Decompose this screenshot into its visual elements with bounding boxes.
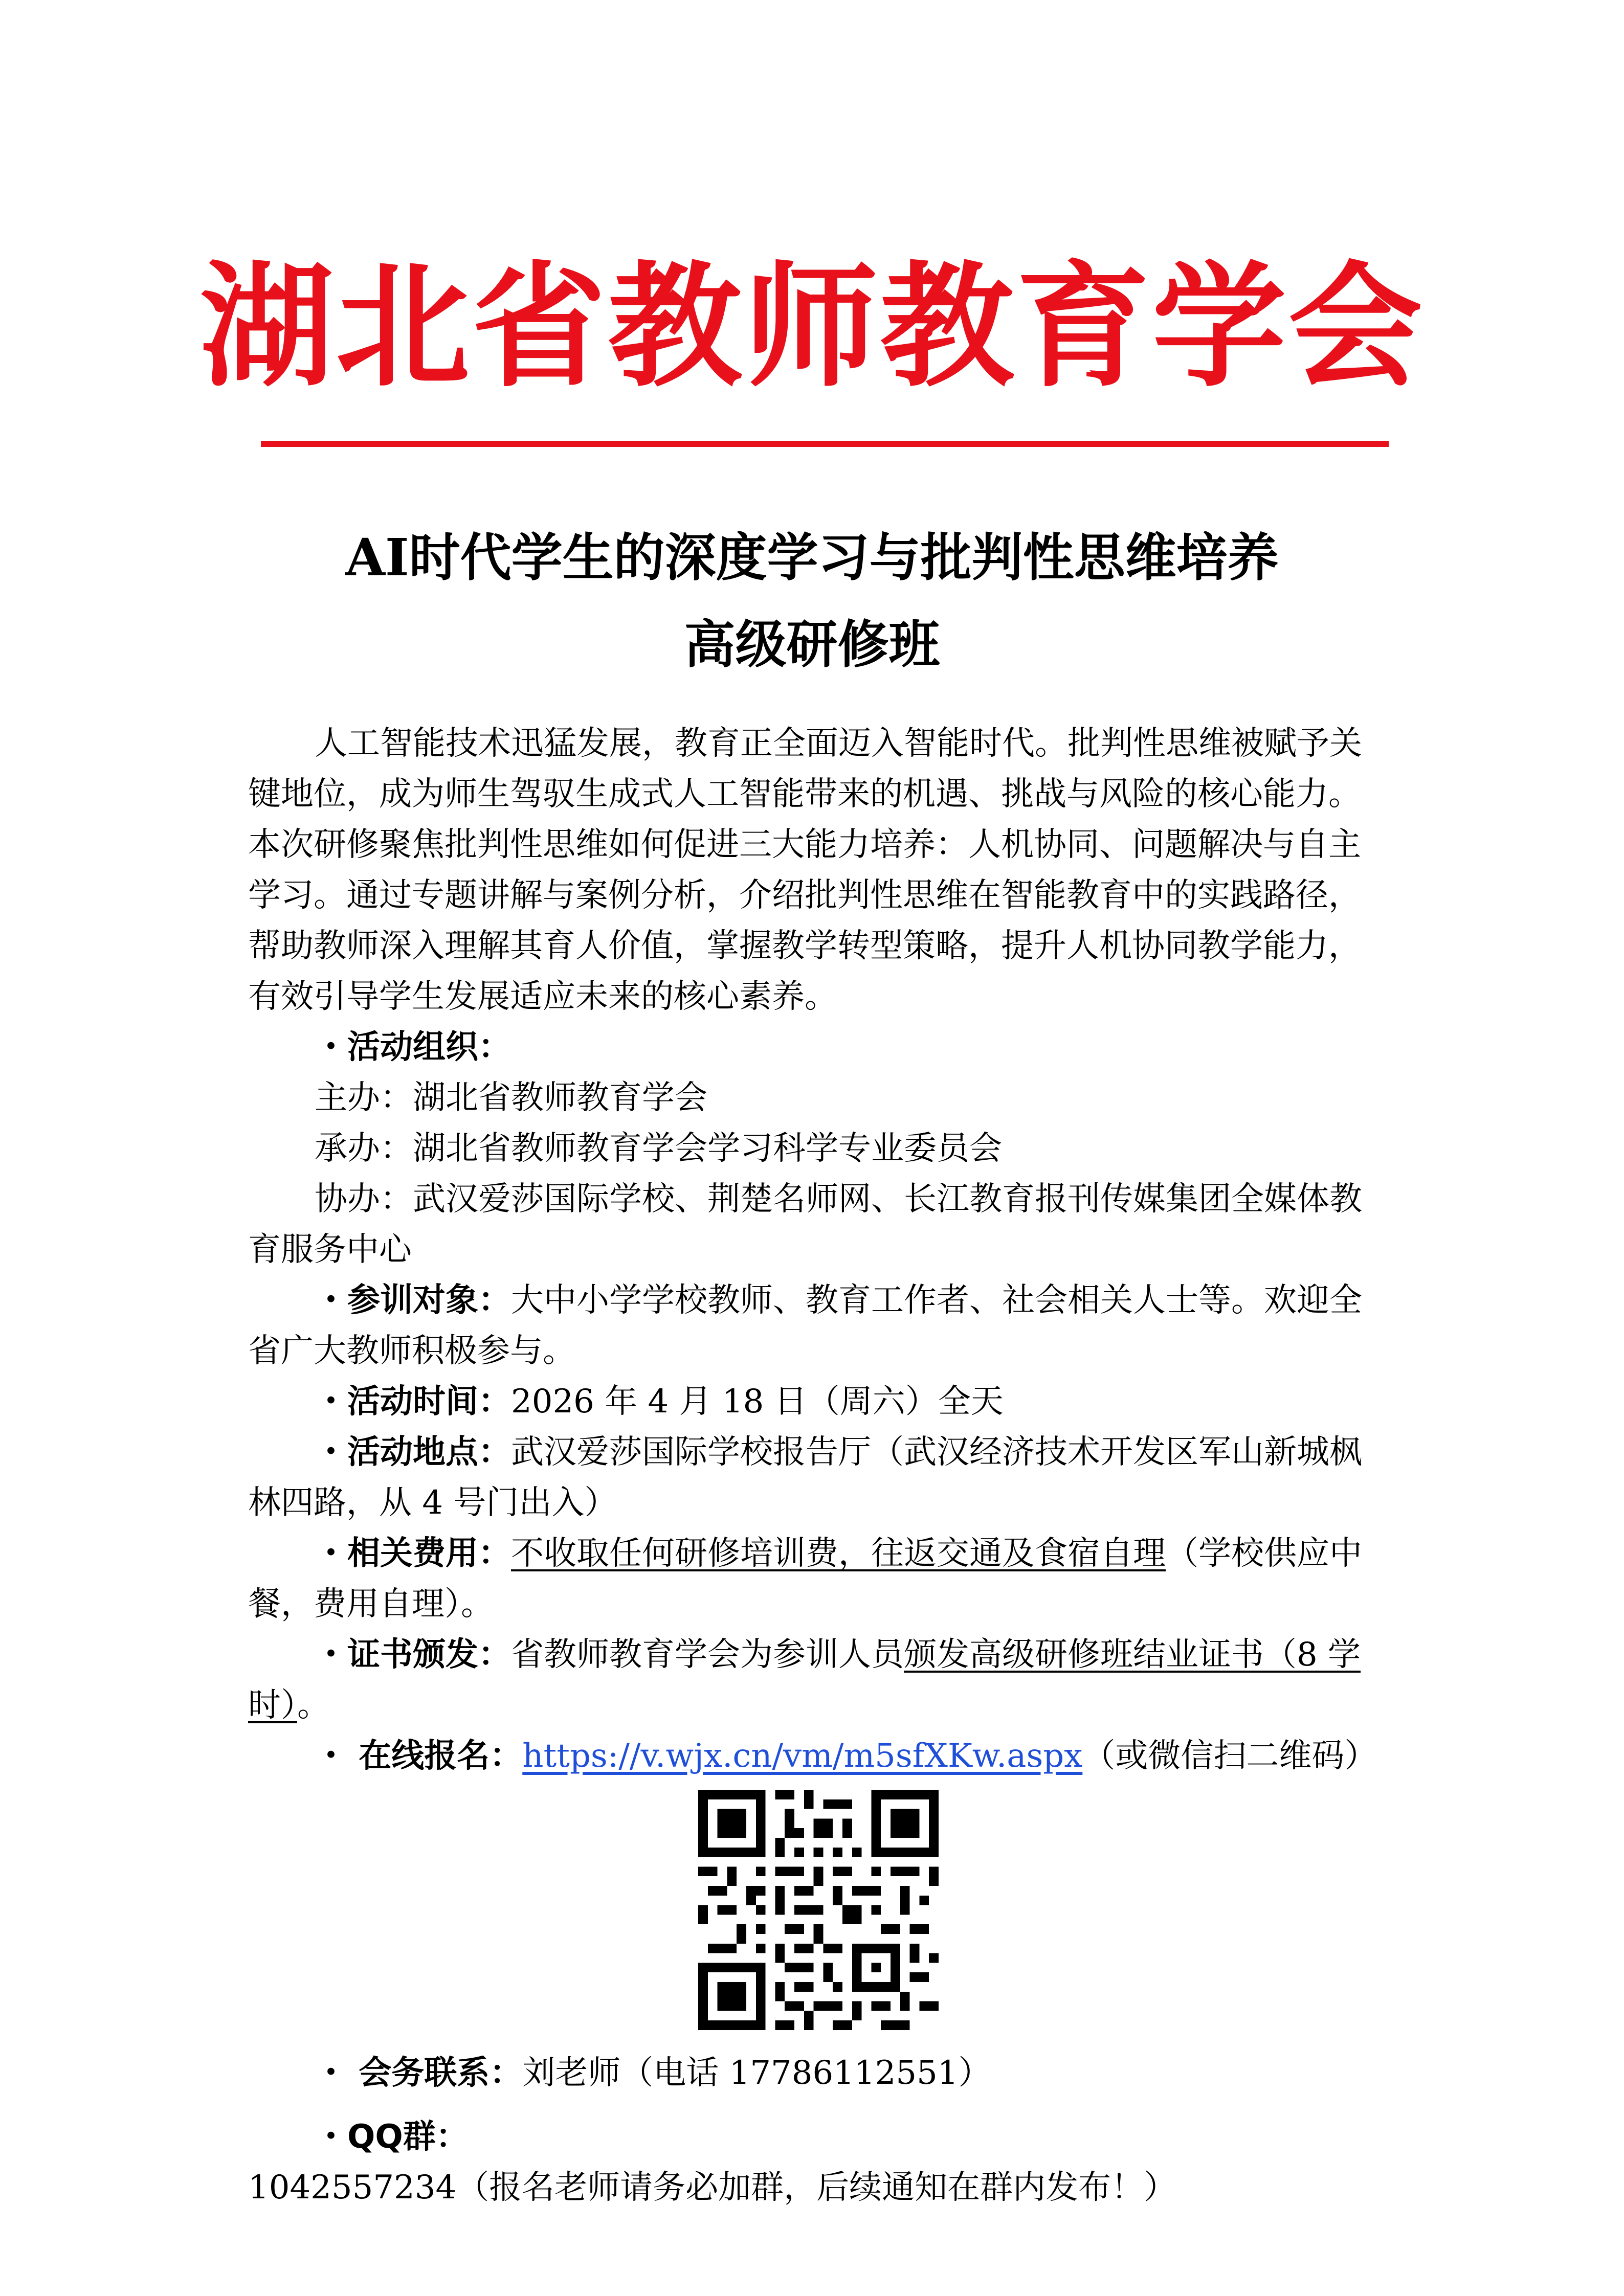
contact-label: ・ 会务联系：	[315, 2054, 523, 2092]
qq-group-line	[248, 2112, 1381, 2213]
document-body	[248, 718, 1381, 1782]
organizer-line: 承办：湖北省教师教育学会学习科学专业委员会	[315, 1130, 1002, 1167]
location-line	[248, 1427, 1381, 1528]
organization-section	[248, 1022, 1381, 1073]
contact-line	[248, 2048, 1381, 2099]
qr-code-icon[interactable]	[698, 1790, 939, 2030]
fees-label: ・相关费用：	[315, 1535, 511, 1572]
audience-value: 大中小学学校教师、教育工作者、社会相关人士等。欢迎全省广大教师积极参与。	[248, 1281, 1362, 1370]
intro-paragraph: 人工智能技术迅猛发展，教育正全面迈入智能时代。批判性思维被赋予关键地位，成为师生驾驭生成式人工智能带来的机遇、挑战与风险的核心能力。本次研修聚焦批判性思维如何促进三大能力培养：人机协同、问题解决与自主学习。通过专题讲解与案例分析，介绍批判性思维在智能教育中的实践路径，帮助教师深入理解其育人价值，掌握教学转型策略，提升人机协同教学能力，有效引导学生发展适应未来的核心素养。	[248, 725, 1362, 1016]
co-organizer-line: 协办：武汉爱莎国际学校、荆楚名师网、长江教育报刊传媒集团全媒体教育服务中心	[248, 1180, 1362, 1269]
location-label: ・活动地点：	[315, 1433, 511, 1471]
fees-line	[248, 1528, 1381, 1630]
audience-line	[248, 1275, 1381, 1377]
location-value: 武汉爱莎国际学校报告厅（武汉经济技术开发区军山新城枫林四路，从 4 号门出入）	[248, 1433, 1362, 1522]
certificate-line	[248, 1630, 1381, 1731]
registration-suffix: （或微信扫二维码）	[1082, 1737, 1377, 1775]
contact-value: 刘老师（电话 17786112551）	[522, 2054, 991, 2092]
header-divider	[261, 441, 1389, 447]
certificate-label: ・证书颁发：	[315, 1636, 511, 1674]
fees-rest: （学校供应中餐，费用自理）。	[248, 1535, 1362, 1623]
qq-group-value: 1042557234（报名老师请务必加群，后续通知在群内发布！）	[248, 2169, 1177, 2207]
qq-group-label: ・QQ群：	[315, 2118, 469, 2156]
organization-label: ・活动组织：	[315, 1028, 511, 1066]
time-value: 2026 年 4 月 18 日（周六）全天	[511, 1383, 1004, 1421]
certificate-underlined: 颁发高级研修班结业证书（8 学时）	[248, 1636, 1361, 1724]
certificate-suffix: 。	[297, 1686, 330, 1724]
registration-label: ・ 在线报名：	[315, 1737, 523, 1775]
fees-underlined: 不收取任何研修培训费，往返交通及食宿自理	[511, 1535, 1166, 1572]
audience-label: ・参训对象：	[315, 1281, 511, 1319]
document-title: AI时代学生的深度学习与批判性思维培养	[345, 527, 1279, 588]
time-label: ・活动时间：	[315, 1383, 511, 1421]
time-line	[248, 1377, 1381, 1427]
document-subtitle: 高级研修班	[684, 614, 940, 674]
certificate-prefix: 省教师教育学会为参训人员	[511, 1636, 904, 1674]
host-line: 主办：湖北省教师教育学会	[315, 1079, 707, 1117]
organization-header: 湖北省教师教育学会	[199, 249, 1425, 405]
registration-line	[248, 1731, 1381, 1782]
registration-link[interactable]: https://v.wjx.cn/vm/m5sfXKw.aspx	[522, 1737, 1083, 1775]
